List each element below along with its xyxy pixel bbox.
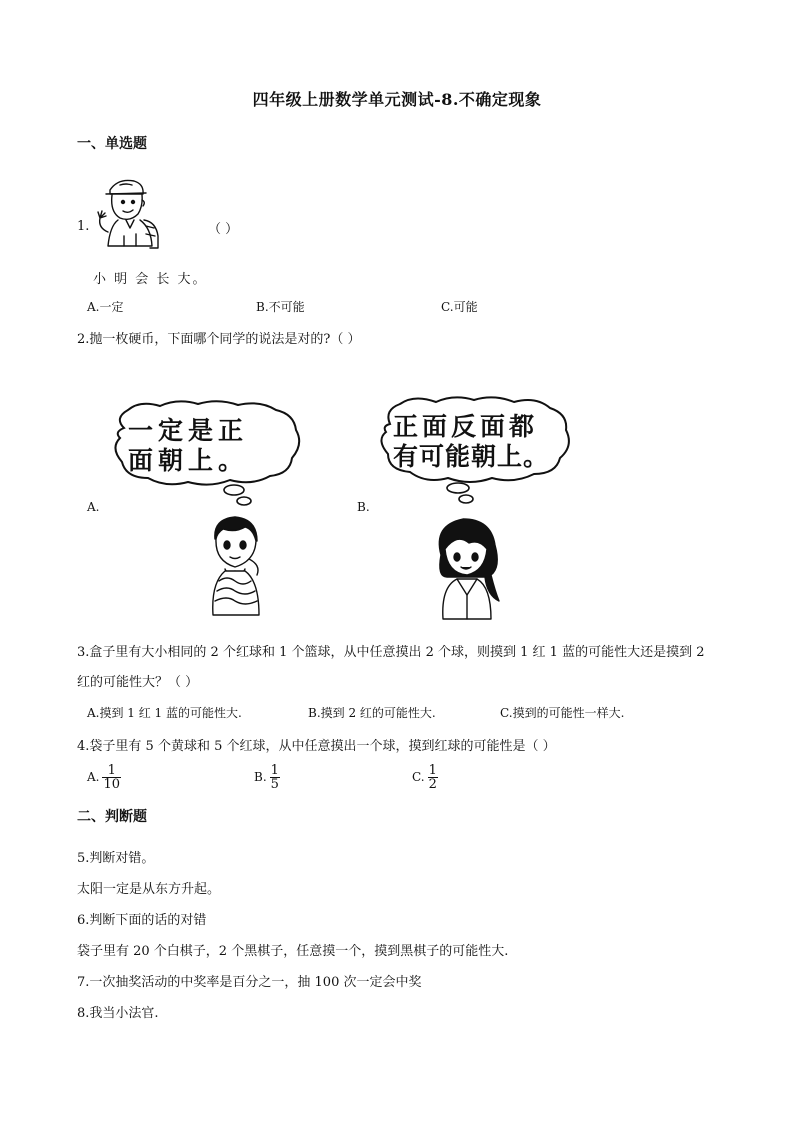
q8-question: 8.我当小法官. <box>77 1006 159 1021</box>
q6-question: 6.判断下面的话的对错 <box>77 913 207 928</box>
q1-option-c[interactable]: C.可能 <box>441 300 478 314</box>
bubble-a-line1: 一定是正 <box>128 416 249 445</box>
fraction-1-10: $\frac{1}{10}$ <box>103 763 121 792</box>
q1-option-b[interactable]: B.不可能 <box>256 300 305 314</box>
q3-option-c[interactable]: C.摸到的可能性一样大. <box>500 706 625 720</box>
q1-caption: 小 明 会 长 大。 <box>93 272 208 287</box>
girl-illustration <box>429 515 511 621</box>
q4-option-b[interactable] <box>254 764 280 791</box>
q3-option-a[interactable]: A.摸到 1 红 1 蓝的可能性大. <box>87 706 242 720</box>
q1-number: 1. <box>77 219 90 234</box>
q7-question: 7.一次抽奖活动的中奖率是百分之一，抽 100 次一定会中奖 <box>77 975 422 990</box>
bubble-a-line2: 面朝上。 <box>128 446 249 475</box>
bubble-b-line1: 正面反面都 <box>393 412 539 441</box>
q4-question: 4.袋子里有 5 个黄球和 5 个红球，从中任意摸出一个球，摸到红球的可能性是（ ） <box>77 739 556 754</box>
section-heading-single-choice: 一、单选题 <box>77 136 147 152</box>
q4-option-b-label: B. <box>254 770 267 784</box>
boy-illustration <box>205 515 267 617</box>
q5-question: 5.判断对错。 <box>77 851 155 866</box>
q1-option-a[interactable]: A.一定 <box>87 300 124 314</box>
q2-question: 2.抛一枚硬币，下面哪个同学的说法是对的?（ ） <box>77 332 361 347</box>
q2-option-b-label[interactable]: B. <box>357 500 370 514</box>
q2-option-a-label[interactable]: A. <box>87 500 100 514</box>
q4-option-c[interactable] <box>412 764 438 791</box>
q6-statement: 袋子里有 20 个白棋子，2 个黑棋子，任意摸一个，摸到黑棋子的可能性大. <box>77 944 509 959</box>
section-heading-true-false: 二、判断题 <box>77 809 147 825</box>
fraction-1-5: $\frac{1}{5}$ <box>270 763 279 792</box>
fraction-1-2: $\frac{1}{2}$ <box>428 763 437 792</box>
q3-question-line2: 红的可能性大？（ ） <box>77 675 199 690</box>
boy-with-backpack-illustration <box>96 176 166 252</box>
page-title: 四年级上册数学单元测试-8.不确定现象 <box>252 90 542 109</box>
q4-option-a[interactable] <box>87 764 121 791</box>
q4-option-a-label: A. <box>87 770 100 784</box>
bubble-b-line2: 有可能朝上。 <box>393 442 550 471</box>
q5-statement: 太阳一定是从东方升起。 <box>77 882 221 897</box>
q3-option-b[interactable]: B.摸到 2 红的可能性大. <box>308 706 436 720</box>
q3-question-line1: 3.盒子里有大小相同的 2 个红球和 1 个篮球，从中任意摸出 2 个球，则摸到 1 红 1 蓝的可能性大还是摸到 2 <box>77 645 705 660</box>
q4-option-c-label: C. <box>412 770 425 784</box>
q1-answer-paren: （ ） <box>208 222 239 237</box>
